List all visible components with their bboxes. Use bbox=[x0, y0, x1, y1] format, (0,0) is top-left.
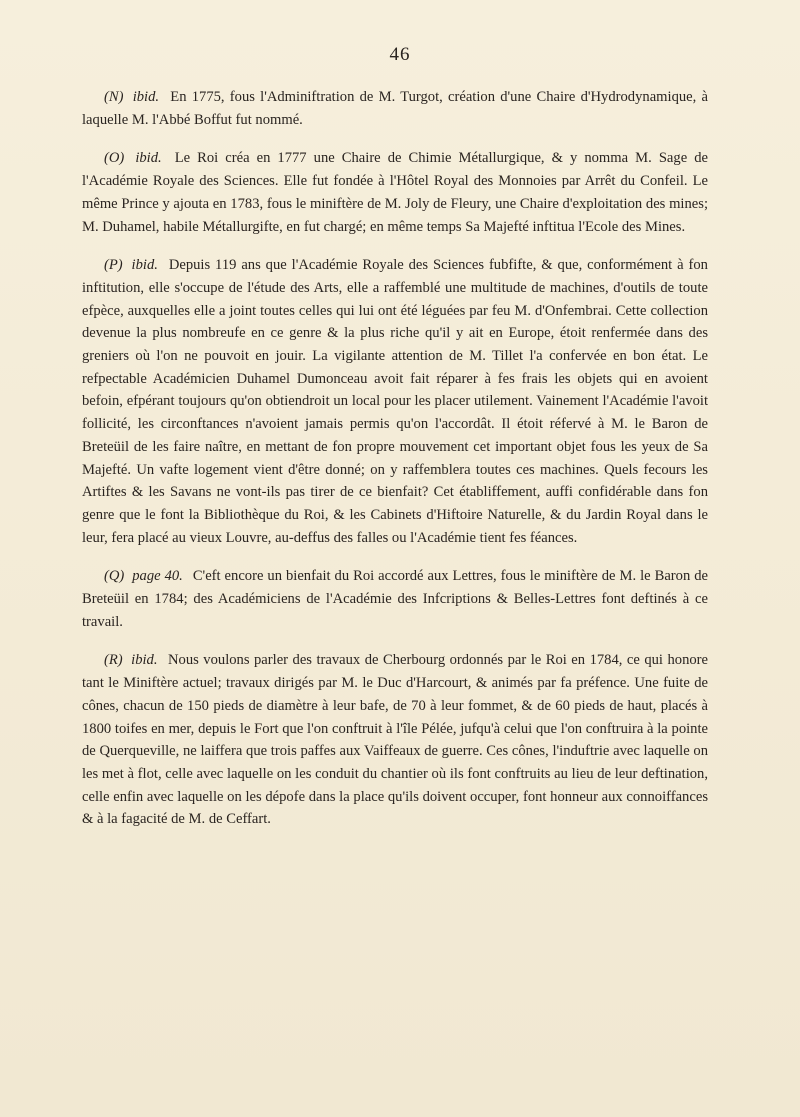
note-text: Nous voulons parler des travaux de Cherbourg ordonnés par le Roi en 1784, ce qui honore tant le Miniftère actuel; travaux dirigés par M. le Duc d'Harcourt, & animés par fa préfence. Une fuite de cônes, chacun de 150 pieds de diamètre à leur bafe, de 70 à leur fommet, & de 60 pieds de haut, placés à 1800 toifes en mer, depuis le Fort que l'on conftruit à l'île Pélée, jufqu'à celui que l'on conftruira à la pointe de Querqueville, ne laiffera que trois paffes aux Vaiffeaux de guerre. Ces cônes, l'induftrie avec laquelle on les met à flot, celle avec laquelle on les conduit du chantier où ils font conftruits au lieu de leur deftination, celle enfin avec laquelle on les dépofe dans la place qu'ils doivent occuper, font honneur aux connoiffances & à la fagacité de M. de Ceffart. bbox=[82, 652, 709, 828]
note-reference: ibid. bbox=[135, 150, 162, 167]
note-reference: ibid. bbox=[131, 257, 158, 274]
note-text: Depuis 119 ans que l'Académie Royale des Sciences fubfifte, & que, conformément à fon inftitution, elle s'occupe de l'étude des Arts, elle a raffemblé une multitude de machines, d'outils de toute efpèce, auxquelles elle a joint toutes celles qui lui ont été léguées par feu M. d'Onfembrai. Cette collection devenue la plus nombreufe en ce genre & la plus riche qu'il y ait en Europe, étoit renfermée dans des greniers où l'on ne pouvoit en jouir. La vigilante attention de M. Tillet l'a confervée en bon état. Le refpectable Académicien Duhamel Dumonceau avoit fait réparer à fes frais les objets qui en avoient befoin, efpérant toujours qu'on obtiendroit un local pour les placer utilement. Vainement l'Académie l'avoit follicité, les circonftances n'avoient jamais permis qu'on l'accordât. Il étoit réfervé à M. le Baron de Breteüil de les faire naître, en mettant de fon propre mouvement cet important objet fous les yeux de Sa Majefté. Un vafte logement vient d'être donné; on y raffemblera toutes ces machines. Quels fecours les Artiftes & les Savans ne vont-ils pas tirer de ce bienfait? Cet établiffement, auffi confidérable dans fon genre que le font la Bibliothèque du Roi, & les Cabinets d'Hiftoire Naturelle, & du Jardin Royal dans le leur, fera placé au vieux Louvre, au-deffus des falles ou l'Académie tient fes féances. bbox=[82, 257, 708, 546]
note-reference: page 40. bbox=[132, 568, 183, 585]
note-reference: ibid. bbox=[132, 89, 160, 105]
footnotes-block bbox=[82, 86, 708, 831]
note-label: (N) bbox=[104, 89, 124, 105]
note-label: (O) bbox=[104, 150, 125, 167]
note-reference: ibid. bbox=[131, 652, 158, 669]
note-o bbox=[82, 147, 708, 238]
note-text: C'eft encore un bienfait du Roi accordé aux Lettres, fous le miniftère de M. le Baron de Breteüil en 1784; des Académiciens de l'Académie des Infcriptions & Belles-Lettres font deftinés à ce travail. bbox=[82, 568, 709, 630]
note-label: (R) bbox=[104, 652, 123, 669]
note-q bbox=[82, 565, 708, 633]
note-label: (P) bbox=[104, 257, 123, 274]
note-label: (Q) bbox=[104, 568, 125, 585]
note-n bbox=[82, 86, 708, 131]
note-r bbox=[82, 649, 708, 831]
page-number: 46 bbox=[389, 44, 411, 65]
note-text: En 1775, fous l'Adminiftration de M. Turgot, création d'une Chaire d'Hydrodynamique, à laquelle M. l'Abbé Boffut fut nommé. bbox=[82, 89, 708, 128]
note-text: Le Roi créa en 1777 une Chaire de Chimie Métallurgique, & y nomma M. Sage de l'Académie Royale des Sciences. Elle fut fondée à l'Hôtel Royal des Monnoies par Arrêt du Confeil. Le même Prince y ajouta en 1783, fous le miniftère de M. Joly de Fleury, une Chaire d'exploitation des mines; M. Duhamel, habile Métallurgifte, en fut chargé; en même temps Sa Majefté inftitua l'Ecole des Mines. bbox=[82, 150, 708, 235]
note-p bbox=[82, 254, 708, 549]
